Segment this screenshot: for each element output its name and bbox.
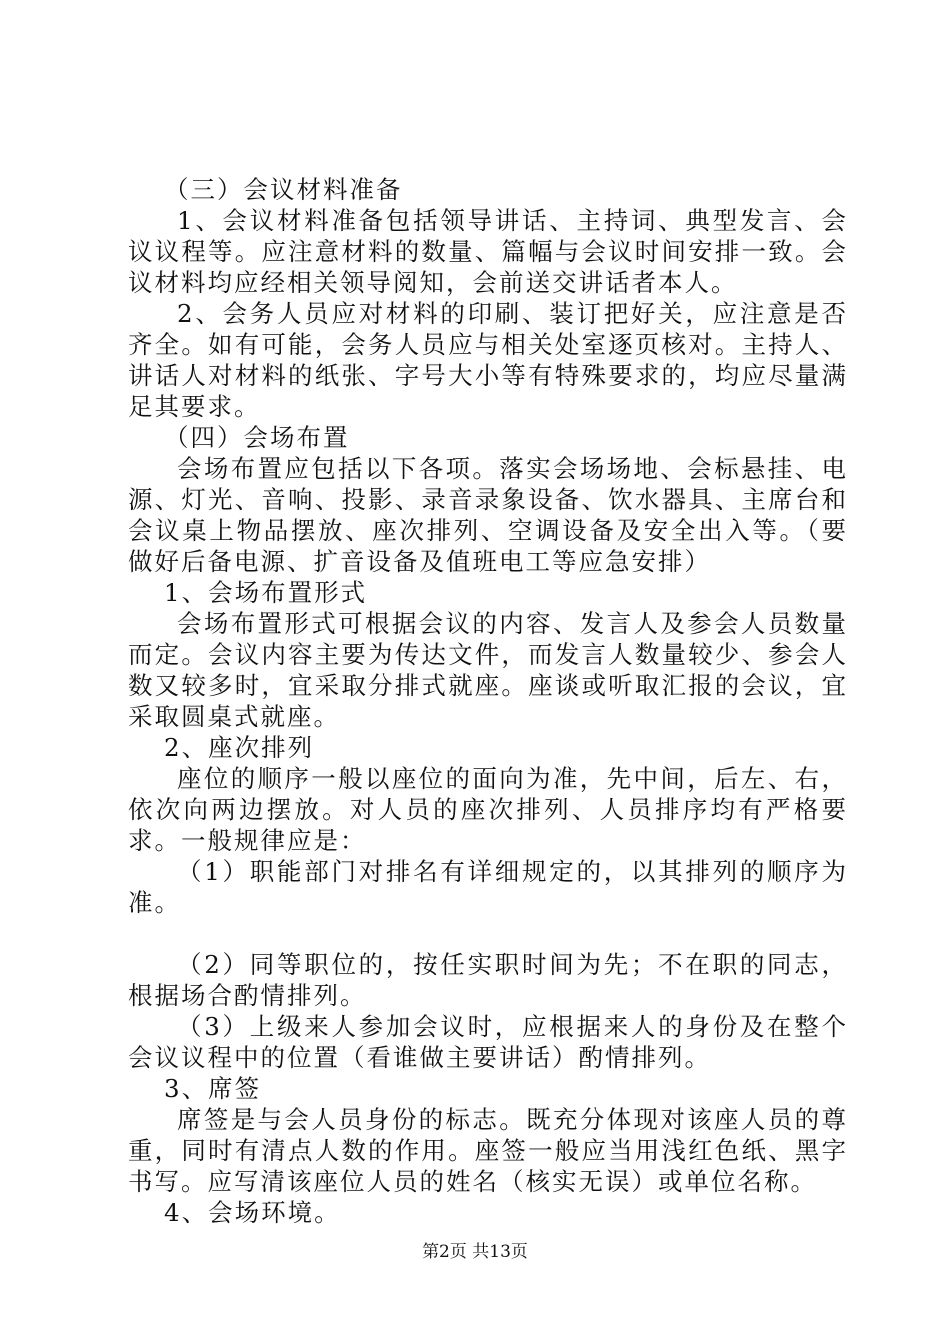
paragraph: 会场布置应包括以下各项。落实会场场地、会标悬挂、电源、灯光、音响、投影、录音录象设备、饮水器具、主席台和会议桌上物品摆放、座次排列、空调设备及安全出入等。（要做好后备电源、扩音设备及值班电工等应急安排） (128, 454, 848, 576)
page-footer: 第2页 共13页 (422, 1242, 528, 1262)
numbered-item: （1）职能部门对排名有详细规定的，以其排列的顺序为准。 (128, 857, 848, 917)
paragraph: 席签是与会人员身份的标志。既充分体现对该座人员的尊重，同时有清点人数的作用。座签一般应当用浅红色纸、黑字书写。应写清该座位人员的姓名（核实无误）或单位名称。 (128, 1105, 848, 1196)
paragraph: 2、会务人员应对材料的印刷、装订把好关，应注意是否齐全。如有可能，会务人员应与相关处室逐页核对。主持人、讲话人对材料的纸张、字号大小等有特殊要求的，均应尽量满足其要求。 (128, 299, 848, 421)
document-body (128, 174, 848, 1228)
subsection-heading: 4、会场环境。 (164, 1198, 341, 1227)
numbered-item: （2）同等职位的，按任实职时间为先；不在职的同志，根据场合酌情排列。 (128, 950, 848, 1010)
subsection-heading: 2、座次排列 (164, 733, 315, 762)
paragraph: 会场布置形式可根据会议的内容、发言人及参会人员数量而定。会议内容主要为传达文件，而发言人数量较少、参会人数又较多时，宜采取分排式就座。座谈或听取汇报的会议，宜采取圆桌式就座。 (128, 609, 848, 731)
paragraph: 1、会议材料准备包括领导讲话、主持词、典型发言、会议议程等。应注意材料的数量、篇幅与会议时间安排一致。会议材料均应经相关领导阅知，会前送交讲话者本人。 (128, 206, 848, 297)
numbered-item: （3）上级来人参加会议时，应根据来人的身份及在整个会议议程中的位置（看谁做主要讲话）酌情排列。 (128, 1012, 848, 1072)
paragraph: 座位的顺序一般以座位的面向为准，先中间，后左、右，依次向两边摆放。对人员的座次排列、人员排序均有严格要求。一般规律应是： (128, 764, 848, 855)
section-heading: （三）会议材料准备 (164, 175, 403, 204)
blank-line (128, 918, 848, 949)
subsection-heading: 3、席签 (164, 1074, 262, 1103)
subsection-heading: 1、会场布置形式 (164, 578, 368, 607)
section-heading: （四）会场布置 (164, 423, 350, 452)
